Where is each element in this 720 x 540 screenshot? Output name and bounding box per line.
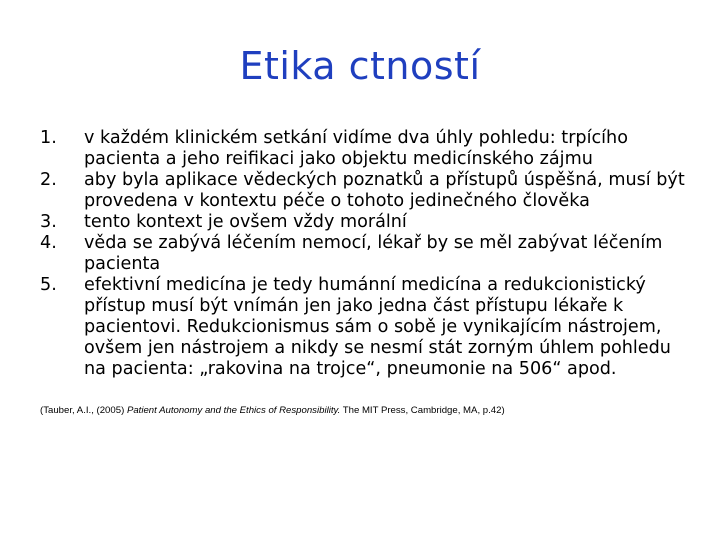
list-item — [40, 233, 690, 275]
list-item-number: 2. — [40, 170, 57, 190]
citation-suffix: The MIT Press, Cambridge, MA, p.42) — [340, 405, 505, 416]
list-item-number: 5. — [40, 275, 57, 295]
list-item-text: efektivní medicína je tedy humánní medicína a redukcionistický přístup musí být vnímán jen jako jedna část přístupu lékaře k pacientovi. Redukcionismus sám o sobě je vynikajícím nástrojem, ovšem jen nástrojem a nikdy se nesmí stát zorným úhlem pohledu na pacienta: „rakovina na trojce“, pneumonie na 506“ apod. — [84, 275, 671, 379]
list-item-number: 3. — [40, 212, 57, 232]
list-item-text: v každém klinickém setkání vidíme dva úhly pohledu: trpícího pacienta a jeho reifikaci jako objektu medicínského zájmu — [84, 128, 628, 169]
list-item-number: 1. — [40, 128, 57, 148]
citation-book-title: Patient Autonomy and the Ethics of Responsibility. — [126, 405, 341, 416]
list-item — [40, 275, 690, 380]
citation — [40, 405, 700, 417]
list-item-text: tento kontext je ovšem vždy morální — [84, 212, 407, 232]
list-item-text: aby byla aplikace vědeckých poznatků a přístupů úspěšná, musí být provedena v kontextu péče o tohoto jedinečného člověka — [84, 170, 685, 211]
citation-prefix: (Tauber, A.I., (2005) — [40, 405, 127, 416]
list-item-number: 4. — [40, 233, 57, 253]
numbered-list — [40, 128, 690, 380]
list-item — [40, 212, 690, 233]
list-item-text: věda se zabývá léčením nemocí, lékař by se měl zabývat léčením pacienta — [84, 233, 663, 274]
list-item — [40, 170, 690, 212]
list-item — [40, 128, 690, 170]
slide-title: Etika ctností — [239, 44, 481, 88]
